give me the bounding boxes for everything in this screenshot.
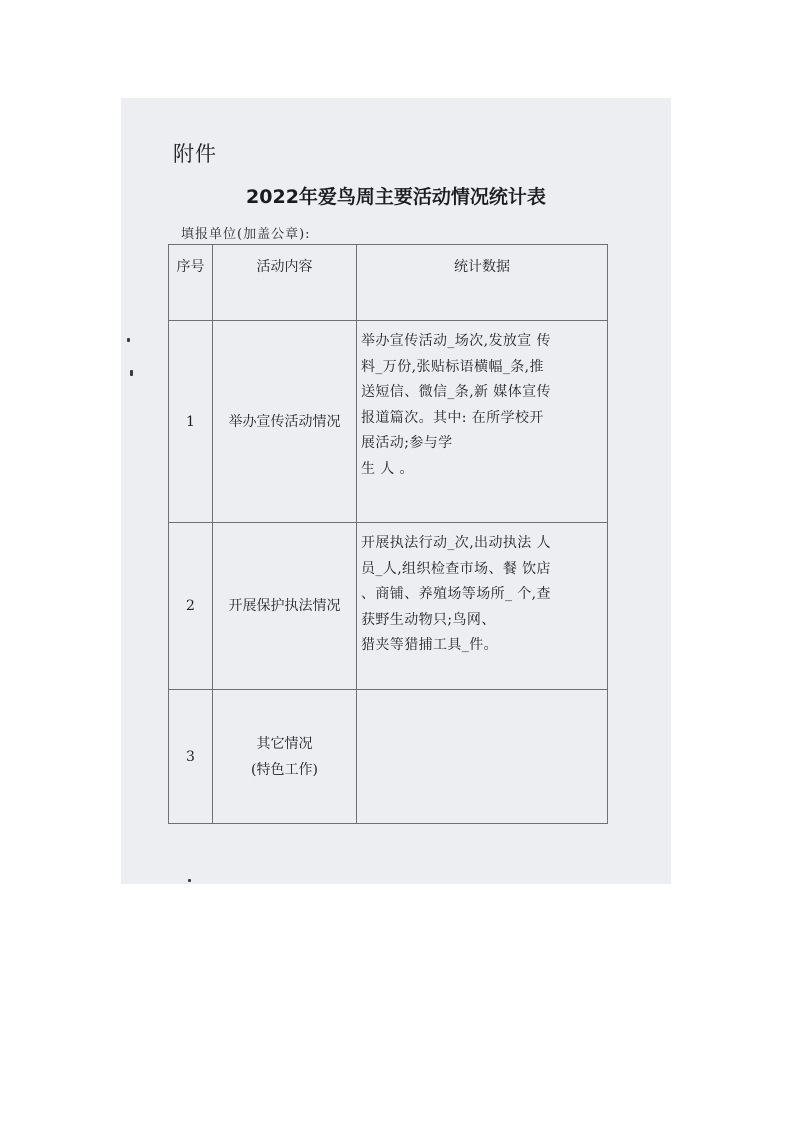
header-activity: 活动内容	[213, 245, 357, 321]
statistics-line: 员_人,组织检查市场、餐 饮店	[361, 560, 551, 577]
row-statistics	[357, 523, 608, 690]
activity-line: (特色工作)	[251, 761, 318, 778]
document-title: 2022年爱鸟周主要活动情况统计表	[246, 186, 546, 208]
table-row	[169, 690, 608, 824]
row-activity: 举办宣传活动情况	[213, 321, 357, 523]
attachment-label: 附件	[173, 142, 217, 166]
statistics-line: 获野生动物只;鸟网、	[361, 611, 496, 628]
scan-speck	[130, 370, 133, 376]
statistics-line: 猎夹等猎捕工具_件。	[361, 637, 498, 653]
table-row	[169, 523, 608, 690]
scanned-page	[121, 98, 671, 884]
row-seq: 3	[169, 690, 213, 824]
fill-unit-label: 填报单位(加盖公章):	[181, 227, 311, 242]
row-seq: 2	[169, 523, 213, 690]
header-seq: 序号	[169, 245, 213, 321]
scan-speck	[188, 879, 191, 882]
statistics-line: 报道篇次。其中: 在所学校开	[361, 409, 544, 426]
row-activity	[213, 690, 357, 824]
statistics-line: 开展执法行动_次,出动执法 人	[361, 535, 551, 551]
statistics-line: 送短信、微信_条,新 媒体宣传	[361, 384, 551, 400]
header-statistics: 统计数据	[357, 245, 608, 321]
statistics-line: 料_万份,张贴标语横幅_条,推	[361, 358, 544, 375]
scan-speck	[127, 338, 130, 342]
activity-line: 其它情况	[256, 735, 313, 752]
statistics-line: 举办宣传活动_场次,发放宣 传	[361, 333, 551, 349]
statistics-table	[168, 244, 608, 824]
row-statistics	[357, 321, 608, 523]
statistics-line: 生 人 。	[361, 460, 414, 477]
statistics-line: 展活动;参与学	[361, 435, 453, 451]
row-statistics-empty	[357, 690, 608, 824]
statistics-line: 、商铺、养殖场等场所_ 个,查	[361, 586, 551, 602]
row-activity: 开展保护执法情况	[213, 523, 357, 690]
table-row	[169, 321, 608, 523]
table-header-row	[169, 245, 608, 321]
row-seq: 1	[169, 321, 213, 523]
